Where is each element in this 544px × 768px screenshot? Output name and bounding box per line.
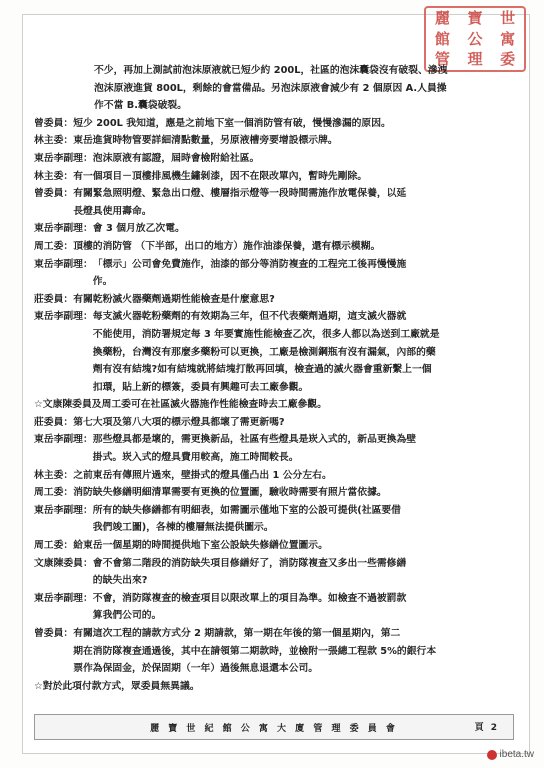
minutes-entries-group-2 (34, 414, 512, 678)
note-line: ☆對於此項付款方式，眾委員無異議。 (34, 680, 200, 692)
speaker-label: 東岳李副理： (34, 592, 93, 604)
speaker-label: 周工委： (34, 540, 74, 552)
speaker-label: 林主委： (34, 135, 74, 147)
note-line: ☆文康陳委員及周工委可在社區滅火器施作性能檢查時去工廠參觀。 (34, 399, 327, 411)
watermark-logo-icon (487, 750, 497, 760)
entry-line: 有關乾粉滅火器藥劑過期性能檢查是什麼意思? (73, 293, 275, 305)
entry-text (93, 150, 512, 168)
seal-char: 管 (434, 50, 450, 69)
minutes-entry (34, 291, 512, 309)
minutes-entry (34, 150, 512, 168)
minutes-entry (34, 168, 512, 186)
entry-text (93, 308, 512, 396)
entry-line: 第七大項及第八大項的標示燈具都壞了需更新嗎? (73, 416, 285, 428)
minutes-entries-group-1 (34, 115, 512, 397)
entry-line: 所有的缺失修繕都有明細表，如需圖示僅地下室的公設可提供(社區要借 (92, 504, 401, 516)
speaker-label: 曾委員： (34, 117, 74, 129)
speaker-label: 東岳李副理： (34, 258, 93, 270)
entry-text (73, 185, 512, 220)
seal-char: 寓 (500, 29, 516, 48)
entry-line: 消防缺失修繕明細清單需要有更換的位置圖，驗收時需要有照片當依據。 (73, 487, 387, 499)
entry-text (73, 537, 512, 555)
entry-text (73, 291, 512, 309)
speaker-label: 東岳李副理： (34, 311, 93, 323)
site-watermark (487, 749, 534, 760)
entry-line: 每支滅火器乾粉藥劑的有效期為三年，但不代表藥劑過期，這支滅火器就 (92, 311, 407, 323)
minutes-entry (34, 238, 512, 256)
entry-text (73, 238, 512, 256)
intro-line: 不少，再加上測試前泡沫原液就已短少約 200L，社區的泡沫囊袋沒有破裂、滲洩 (94, 65, 448, 76)
minutes-entry (34, 220, 512, 238)
entry-text (93, 590, 512, 625)
entry-text (93, 220, 512, 238)
intro-line: 泡沫原液進貨 800L，剩餘的會當備品。另泡沫原液會減少有 2 個原因 A.人員操 (94, 82, 447, 94)
entry-line: 會不會第二階段的消防缺失項目修繕好了，消防隊複查又多出一些需修繕 (92, 557, 407, 569)
entry-text (93, 431, 512, 466)
entry-line: 掛式。崁入式的燈具費用較高，施工時間較長。 (92, 452, 299, 464)
entry-text (93, 555, 512, 590)
intro-paragraph (34, 62, 512, 115)
entry-line: 劑有沒有結塊?如有結塊就將結塊打散再回填，檢查過的滅火器會重新繫上一個 (92, 364, 432, 376)
speaker-label: 東岳李副理： (34, 504, 93, 516)
speaker-label: 東岳李副理： (34, 152, 93, 164)
minutes-entry (34, 308, 512, 396)
entry-line: 不能使用，消防署規定每 3 年要實施性能檢查乙次，很多人都以為送到工廠就是 (92, 328, 440, 340)
speaker-label: 莊委員： (34, 293, 74, 305)
entry-line: 東岳進貨時物管要詳細清點數量，另原液槽旁要增設標示牌。 (73, 135, 338, 147)
speaker-label: 東岳李副理： (34, 434, 93, 446)
seal-char: 麗 (434, 9, 450, 27)
entry-text (93, 502, 512, 537)
entry-text (73, 467, 512, 485)
entry-line: 頂樓的消防管 （下半部，出口的地方）施作油漆保養，還有標示模糊。 (73, 240, 381, 252)
intro-line: 作不當 B.囊袋破裂。 (94, 100, 187, 112)
entry-text (73, 484, 512, 502)
speaker-label: 莊委員： (34, 416, 74, 428)
entry-line: 「標示」公司會免費施作，油漆的部分等消防複查的工程完工後再慢慢施 (92, 258, 407, 270)
watermark-text: ibeta.tw (499, 749, 534, 760)
entry-line: 給東岳一個星期的時間提供地下室公設缺失修繕位置圖示。 (73, 540, 328, 552)
speaker-label: 曾委員： (34, 628, 74, 639)
speaker-label: 文康陳委員： (34, 557, 93, 569)
minutes-entry (34, 115, 512, 133)
entry-line: 期在消防隊複查通過後，其中在請領第二期款時，並檢附一張總工程款 5%的銀行本 (73, 645, 437, 657)
meeting-minutes-body (34, 62, 512, 695)
page-footer (34, 714, 514, 740)
entry-line: 有關緊急照明燈、緊急出口燈、樓層指示燈等一段時間需施作放電保養，以延 (73, 188, 407, 200)
seal-char: 理 (467, 50, 483, 69)
entry-line: 算我們公司的。 (92, 610, 162, 622)
entry-text (73, 625, 512, 678)
speaker-label: 東岳李副理： (34, 223, 93, 235)
entry-line: 有一個項目－頂樓排風機生鏽剝漆，因不在限改單內，暫時先剛除。 (73, 170, 368, 182)
entry-text (73, 168, 512, 186)
minutes-entry (34, 502, 512, 537)
entry-line: 換藥粉，台灣沒有那麼多藥粉可以更換，工廠是檢測鋼瓶有沒有漏氣，內部的藥 (92, 346, 436, 358)
entry-line: 有關這次工程的請款方式分 2 期請款，第一期在年後的第一個星期內，第二 (73, 628, 401, 639)
minutes-entry (34, 537, 512, 555)
entry-line: 不會，消防隊複查的檢查項目以限改單上的項目為準。如檢查不過被罰款 (92, 592, 407, 604)
seal-char: 館 (434, 29, 450, 48)
minutes-entry (34, 431, 512, 466)
entry-line: 作。 (92, 276, 113, 288)
seal-char: 寶 (467, 9, 483, 27)
minutes-entry (34, 132, 512, 150)
entry-text (73, 414, 512, 432)
entry-line: 泡沫原液有認證，屆時會檢附給社區。 (92, 152, 260, 164)
entry-line: 票作為保固金，於保固期（一年）過後無息退還本公司。 (73, 663, 319, 675)
speaker-label: 周工委： (34, 487, 74, 499)
entry-text (93, 256, 512, 291)
seal-char: 公 (467, 29, 483, 48)
minutes-entry (34, 414, 512, 432)
entry-line: 之前東岳有傳照片過來，壁掛式的燈具僅凸出 1 公分左右。 (73, 469, 332, 481)
minutes-entry (34, 555, 512, 590)
seal-char: 委 (500, 50, 516, 69)
seal-char: 世 (500, 9, 516, 27)
minutes-entry (34, 484, 512, 502)
speaker-label: 周工委： (34, 240, 74, 252)
footer-title: 麗 寶 世 紀 館 公 寓 大 廈 管 理 委 員 會 (150, 723, 398, 734)
entry-line: 我們竣工圖)，各棟的樓層無法提供圖示。 (92, 522, 274, 534)
minutes-entry (34, 467, 512, 485)
minutes-entry (34, 590, 512, 625)
entry-text (73, 132, 512, 150)
minutes-entry (34, 625, 512, 678)
entry-line: 的缺失出來? (92, 575, 148, 587)
entry-text (73, 115, 512, 133)
entry-line: 扣環，貼上新的標簽，委員有興趣可去工廠參觀。 (92, 381, 309, 393)
minutes-entry (34, 185, 512, 220)
entry-line: 短少 200L 我知道，應是之前地下室一個消防管有破，慢慢滲漏的原因。 (73, 117, 391, 129)
page-number: 頁 2 (474, 723, 499, 733)
speaker-label: 曾委員： (34, 188, 74, 200)
entry-line: 那些燈具都是壞的，需更換新品，社區有些燈具是崁入式的，新品更換為壁 (92, 434, 417, 446)
speaker-label: 林主委： (34, 170, 74, 182)
minutes-entry (34, 256, 512, 291)
entry-line: 會 3 個月放乙次電。 (92, 223, 185, 235)
entry-line: 長燈具使用壽命。 (73, 205, 152, 217)
speaker-label: 林主委： (34, 469, 74, 481)
